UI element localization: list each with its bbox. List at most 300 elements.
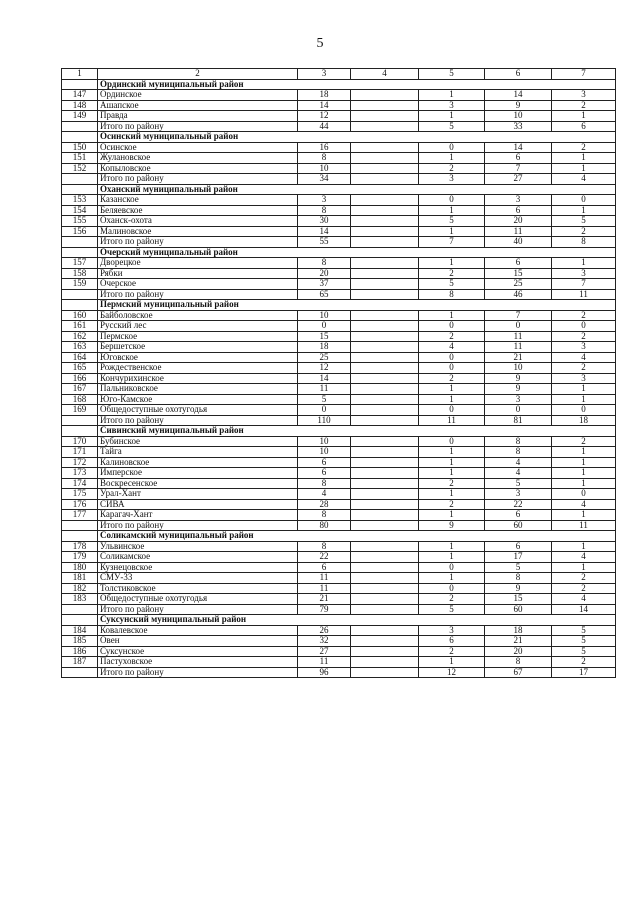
row-number	[62, 604, 98, 615]
table-row	[62, 205, 616, 216]
value-col-7: 4	[552, 174, 616, 185]
value-col-5: 1	[419, 541, 485, 552]
table-row	[62, 258, 616, 269]
municipality-name: Толстиковское	[98, 583, 298, 594]
municipality-name: Ковалевское	[98, 625, 298, 636]
value-col-6: 18	[485, 625, 552, 636]
value-col-6: 4	[485, 457, 552, 468]
value-col-4	[351, 342, 419, 353]
value-col-7: 2	[552, 331, 616, 342]
row-number: 187	[62, 657, 98, 668]
column-header: 5	[419, 69, 485, 80]
column-header: 6	[485, 69, 552, 80]
value-col-3: 8	[298, 205, 351, 216]
value-col-7: 1	[552, 163, 616, 174]
value-col-3: 8	[298, 510, 351, 521]
row-number: 175	[62, 489, 98, 500]
table-row	[62, 478, 616, 489]
value-col-4	[351, 331, 419, 342]
table-row	[62, 310, 616, 321]
value-col-6: 3	[485, 195, 552, 206]
district-header-row	[62, 615, 616, 626]
row-number	[62, 247, 98, 258]
value-col-3: 6	[298, 562, 351, 573]
value-col-4	[351, 489, 419, 500]
row-number: 174	[62, 478, 98, 489]
value-col-7: 3	[552, 268, 616, 279]
municipality-name: Пастуховское	[98, 657, 298, 668]
table-row	[62, 636, 616, 647]
value-col-5: 11	[419, 415, 485, 426]
value-col-4	[351, 447, 419, 458]
value-col-3: 14	[298, 226, 351, 237]
value-col-6: 27	[485, 174, 552, 185]
row-number: 149	[62, 111, 98, 122]
value-col-7: 1	[552, 111, 616, 122]
municipality-name: Итого по району	[98, 174, 298, 185]
municipality-name: Итого по району	[98, 121, 298, 132]
value-col-3: 10	[298, 163, 351, 174]
value-col-6: 9	[485, 384, 552, 395]
value-col-7: 3	[552, 373, 616, 384]
value-col-7: 4	[552, 352, 616, 363]
value-col-3: 6	[298, 457, 351, 468]
value-col-7: 1	[552, 394, 616, 405]
district-name: Оханский муниципальный район	[98, 184, 616, 195]
district-header-row	[62, 531, 616, 542]
value-col-3: 10	[298, 310, 351, 321]
row-number	[62, 289, 98, 300]
municipality-name: СМУ-33	[98, 573, 298, 584]
value-col-4	[351, 90, 419, 101]
row-number: 172	[62, 457, 98, 468]
table-row	[62, 279, 616, 290]
value-col-7: 1	[552, 510, 616, 521]
value-col-6: 6	[485, 153, 552, 164]
district-name: Сивинский муниципальный район	[98, 426, 616, 437]
table-row	[62, 268, 616, 279]
value-col-5: 0	[419, 436, 485, 447]
row-number: 152	[62, 163, 98, 174]
value-col-7: 0	[552, 405, 616, 416]
value-col-5: 1	[419, 510, 485, 521]
value-col-4	[351, 636, 419, 647]
table-row	[62, 195, 616, 206]
value-col-3: 8	[298, 153, 351, 164]
value-col-3: 80	[298, 520, 351, 531]
value-col-4	[351, 384, 419, 395]
value-col-4	[351, 163, 419, 174]
value-col-3: 12	[298, 111, 351, 122]
value-col-6: 5	[485, 478, 552, 489]
municipality-name: Соликамское	[98, 552, 298, 563]
district-total-row	[62, 667, 616, 678]
district-header-row	[62, 132, 616, 143]
value-col-4	[351, 237, 419, 248]
municipality-name: Ульвинское	[98, 541, 298, 552]
municipality-name: Русский лес	[98, 321, 298, 332]
municipality-name: Суксунское	[98, 646, 298, 657]
table-row	[62, 573, 616, 584]
municipality-name: Малиновское	[98, 226, 298, 237]
row-number: 180	[62, 562, 98, 573]
value-col-5: 1	[419, 153, 485, 164]
value-col-5: 5	[419, 279, 485, 290]
value-col-4	[351, 667, 419, 678]
value-col-3: 110	[298, 415, 351, 426]
value-col-7: 2	[552, 583, 616, 594]
municipality-name: Кончурихинское	[98, 373, 298, 384]
table-row	[62, 342, 616, 353]
value-col-6: 11	[485, 226, 552, 237]
value-col-5: 2	[419, 268, 485, 279]
value-col-3: 18	[298, 342, 351, 353]
value-col-7: 2	[552, 100, 616, 111]
table-row	[62, 405, 616, 416]
row-number: 164	[62, 352, 98, 363]
municipality-name: Итого по району	[98, 520, 298, 531]
value-col-5: 5	[419, 216, 485, 227]
value-col-6: 60	[485, 520, 552, 531]
district-name: Суксунский муниципальный район	[98, 615, 616, 626]
row-number	[62, 531, 98, 542]
column-header: 3	[298, 69, 351, 80]
value-col-4	[351, 562, 419, 573]
value-col-4	[351, 268, 419, 279]
table-row	[62, 363, 616, 374]
value-col-5: 1	[419, 226, 485, 237]
value-col-5: 1	[419, 111, 485, 122]
value-col-6: 81	[485, 415, 552, 426]
district-total-row	[62, 520, 616, 531]
value-col-7: 5	[552, 216, 616, 227]
municipality-name: Казанское	[98, 195, 298, 206]
value-col-3: 96	[298, 667, 351, 678]
value-col-3: 5	[298, 394, 351, 405]
district-header-row	[62, 426, 616, 437]
value-col-6: 17	[485, 552, 552, 563]
value-col-6: 10	[485, 363, 552, 374]
table-row	[62, 594, 616, 605]
table-row	[62, 436, 616, 447]
value-col-6: 0	[485, 321, 552, 332]
municipality-name: Бершетское	[98, 342, 298, 353]
value-col-5: 6	[419, 636, 485, 647]
value-col-5: 2	[419, 499, 485, 510]
value-col-6: 15	[485, 268, 552, 279]
municipality-name: Итого по району	[98, 289, 298, 300]
value-col-4	[351, 573, 419, 584]
value-col-7: 0	[552, 489, 616, 500]
district-name: Осинский муниципальный район	[98, 132, 616, 143]
table-header-row	[62, 69, 616, 80]
value-col-5: 0	[419, 142, 485, 153]
table-row	[62, 646, 616, 657]
value-col-7: 2	[552, 436, 616, 447]
value-col-6: 3	[485, 489, 552, 500]
row-number: 182	[62, 583, 98, 594]
value-col-3: 12	[298, 363, 351, 374]
value-col-5: 2	[419, 373, 485, 384]
value-col-7: 1	[552, 562, 616, 573]
municipality-name: Бубинское	[98, 436, 298, 447]
row-number	[62, 667, 98, 678]
value-col-3: 18	[298, 90, 351, 101]
value-col-5: 3	[419, 625, 485, 636]
value-col-7: 1	[552, 205, 616, 216]
value-col-6: 8	[485, 436, 552, 447]
table-row	[62, 394, 616, 405]
value-col-3: 37	[298, 279, 351, 290]
value-col-7: 2	[552, 657, 616, 668]
value-col-6: 6	[485, 205, 552, 216]
value-col-4	[351, 216, 419, 227]
value-col-7: 2	[552, 573, 616, 584]
value-col-7: 1	[552, 153, 616, 164]
municipality-name: Итого по району	[98, 667, 298, 678]
municipality-name: Калиновское	[98, 457, 298, 468]
table-row	[62, 226, 616, 237]
column-header: 4	[351, 69, 419, 80]
value-col-6: 8	[485, 573, 552, 584]
column-header: 1	[62, 69, 98, 80]
value-col-3: 10	[298, 436, 351, 447]
row-number	[62, 174, 98, 185]
row-number: 159	[62, 279, 98, 290]
value-col-4	[351, 142, 419, 153]
value-col-3: 14	[298, 373, 351, 384]
value-col-3: 11	[298, 573, 351, 584]
district-header-row	[62, 184, 616, 195]
value-col-6: 4	[485, 468, 552, 479]
hunting-grounds-table	[61, 68, 616, 678]
municipality-name: Юго-Камское	[98, 394, 298, 405]
row-number: 169	[62, 405, 98, 416]
value-col-5: 1	[419, 552, 485, 563]
value-col-4	[351, 457, 419, 468]
value-col-5: 2	[419, 478, 485, 489]
value-col-6: 0	[485, 405, 552, 416]
municipality-name: Воскресенское	[98, 478, 298, 489]
table-row	[62, 331, 616, 342]
district-total-row	[62, 121, 616, 132]
district-name: Соликамский муниципальный район	[98, 531, 616, 542]
column-header: 2	[98, 69, 298, 80]
municipality-name: Дворецкое	[98, 258, 298, 269]
value-col-5: 1	[419, 384, 485, 395]
value-col-7: 1	[552, 541, 616, 552]
value-col-3: 15	[298, 331, 351, 342]
column-header: 7	[552, 69, 616, 80]
value-col-6: 40	[485, 237, 552, 248]
value-col-4	[351, 436, 419, 447]
value-col-3: 0	[298, 321, 351, 332]
value-col-5: 1	[419, 468, 485, 479]
value-col-7: 2	[552, 310, 616, 321]
value-col-3: 8	[298, 541, 351, 552]
municipality-name: Итого по району	[98, 604, 298, 615]
municipality-name: Оханск-охота	[98, 216, 298, 227]
table-row	[62, 541, 616, 552]
value-col-4	[351, 153, 419, 164]
row-number: 173	[62, 468, 98, 479]
row-number: 186	[62, 646, 98, 657]
value-col-4	[351, 111, 419, 122]
value-col-4	[351, 468, 419, 479]
value-col-6: 21	[485, 636, 552, 647]
municipality-name: Осинское	[98, 142, 298, 153]
value-col-5: 0	[419, 321, 485, 332]
value-col-6: 9	[485, 100, 552, 111]
value-col-7: 1	[552, 447, 616, 458]
municipality-name: Байболовское	[98, 310, 298, 321]
value-col-6: 15	[485, 594, 552, 605]
value-col-6: 6	[485, 258, 552, 269]
value-col-3: 10	[298, 447, 351, 458]
value-col-4	[351, 289, 419, 300]
municipality-name: Урал-Хант	[98, 489, 298, 500]
row-number: 161	[62, 321, 98, 332]
value-col-4	[351, 121, 419, 132]
row-number: 157	[62, 258, 98, 269]
municipality-name: Кузнецовское	[98, 562, 298, 573]
district-name: Пермский муниципальный район	[98, 300, 616, 311]
value-col-3: 28	[298, 499, 351, 510]
value-col-5: 1	[419, 657, 485, 668]
value-col-4	[351, 415, 419, 426]
municipality-name: Пермское	[98, 331, 298, 342]
district-total-row	[62, 237, 616, 248]
row-number: 147	[62, 90, 98, 101]
district-name: Ординский муниципальный район	[98, 79, 616, 90]
value-col-5: 2	[419, 163, 485, 174]
value-col-7: 1	[552, 478, 616, 489]
value-col-3: 16	[298, 142, 351, 153]
value-col-6: 6	[485, 541, 552, 552]
value-col-5: 1	[419, 310, 485, 321]
value-col-7: 2	[552, 142, 616, 153]
value-col-7: 4	[552, 552, 616, 563]
value-col-5: 1	[419, 573, 485, 584]
value-col-4	[351, 310, 419, 321]
value-col-5: 8	[419, 289, 485, 300]
value-col-3: 3	[298, 195, 351, 206]
value-col-4	[351, 625, 419, 636]
table-row	[62, 321, 616, 332]
value-col-5: 12	[419, 667, 485, 678]
row-number: 171	[62, 447, 98, 458]
value-col-6: 10	[485, 111, 552, 122]
row-number	[62, 426, 98, 437]
value-col-5: 2	[419, 331, 485, 342]
row-number: 162	[62, 331, 98, 342]
value-col-5: 0	[419, 195, 485, 206]
value-col-7: 1	[552, 468, 616, 479]
district-total-row	[62, 174, 616, 185]
row-number: 155	[62, 216, 98, 227]
value-col-4	[351, 541, 419, 552]
value-col-4	[351, 478, 419, 489]
value-col-7: 5	[552, 636, 616, 647]
value-col-4	[351, 499, 419, 510]
value-col-6: 33	[485, 121, 552, 132]
value-col-6: 6	[485, 510, 552, 521]
row-number	[62, 132, 98, 143]
row-number	[62, 300, 98, 311]
value-col-6: 9	[485, 373, 552, 384]
table-row	[62, 90, 616, 101]
table-row	[62, 447, 616, 458]
row-number: 150	[62, 142, 98, 153]
district-header-row	[62, 300, 616, 311]
district-name: Очерский муниципальный район	[98, 247, 616, 258]
table-row	[62, 153, 616, 164]
value-col-4	[351, 174, 419, 185]
value-col-6: 67	[485, 667, 552, 678]
value-col-3: 8	[298, 258, 351, 269]
value-col-4	[351, 226, 419, 237]
table-row	[62, 625, 616, 636]
value-col-6: 22	[485, 499, 552, 510]
value-col-7: 3	[552, 342, 616, 353]
value-col-5: 1	[419, 90, 485, 101]
value-col-3: 21	[298, 594, 351, 605]
value-col-3: 11	[298, 583, 351, 594]
value-col-5: 0	[419, 583, 485, 594]
value-col-5: 1	[419, 489, 485, 500]
value-col-4	[351, 646, 419, 657]
table-row	[62, 384, 616, 395]
value-col-4	[351, 552, 419, 563]
value-col-5: 0	[419, 405, 485, 416]
value-col-7: 6	[552, 121, 616, 132]
value-col-6: 11	[485, 342, 552, 353]
row-number	[62, 615, 98, 626]
value-col-7: 4	[552, 499, 616, 510]
value-col-4	[351, 279, 419, 290]
value-col-3: 8	[298, 478, 351, 489]
row-number: 153	[62, 195, 98, 206]
municipality-name: Жулановское	[98, 153, 298, 164]
row-number: 179	[62, 552, 98, 563]
row-number: 176	[62, 499, 98, 510]
table-row	[62, 552, 616, 563]
table-row	[62, 657, 616, 668]
value-col-7: 14	[552, 604, 616, 615]
value-col-6: 60	[485, 604, 552, 615]
table-row	[62, 100, 616, 111]
table-row	[62, 216, 616, 227]
value-col-4	[351, 594, 419, 605]
value-col-4	[351, 520, 419, 531]
value-col-5: 1	[419, 457, 485, 468]
value-col-6: 25	[485, 279, 552, 290]
municipality-name: Рождественское	[98, 363, 298, 374]
value-col-5: 1	[419, 258, 485, 269]
page-number: 5	[316, 36, 324, 51]
value-col-7: 0	[552, 195, 616, 206]
row-number	[62, 237, 98, 248]
value-col-4	[351, 352, 419, 363]
municipality-name: Итого по району	[98, 415, 298, 426]
row-number: 163	[62, 342, 98, 353]
value-col-7: 3	[552, 90, 616, 101]
district-total-row	[62, 289, 616, 300]
row-number: 178	[62, 541, 98, 552]
row-number: 183	[62, 594, 98, 605]
value-col-5: 0	[419, 363, 485, 374]
value-col-4	[351, 583, 419, 594]
